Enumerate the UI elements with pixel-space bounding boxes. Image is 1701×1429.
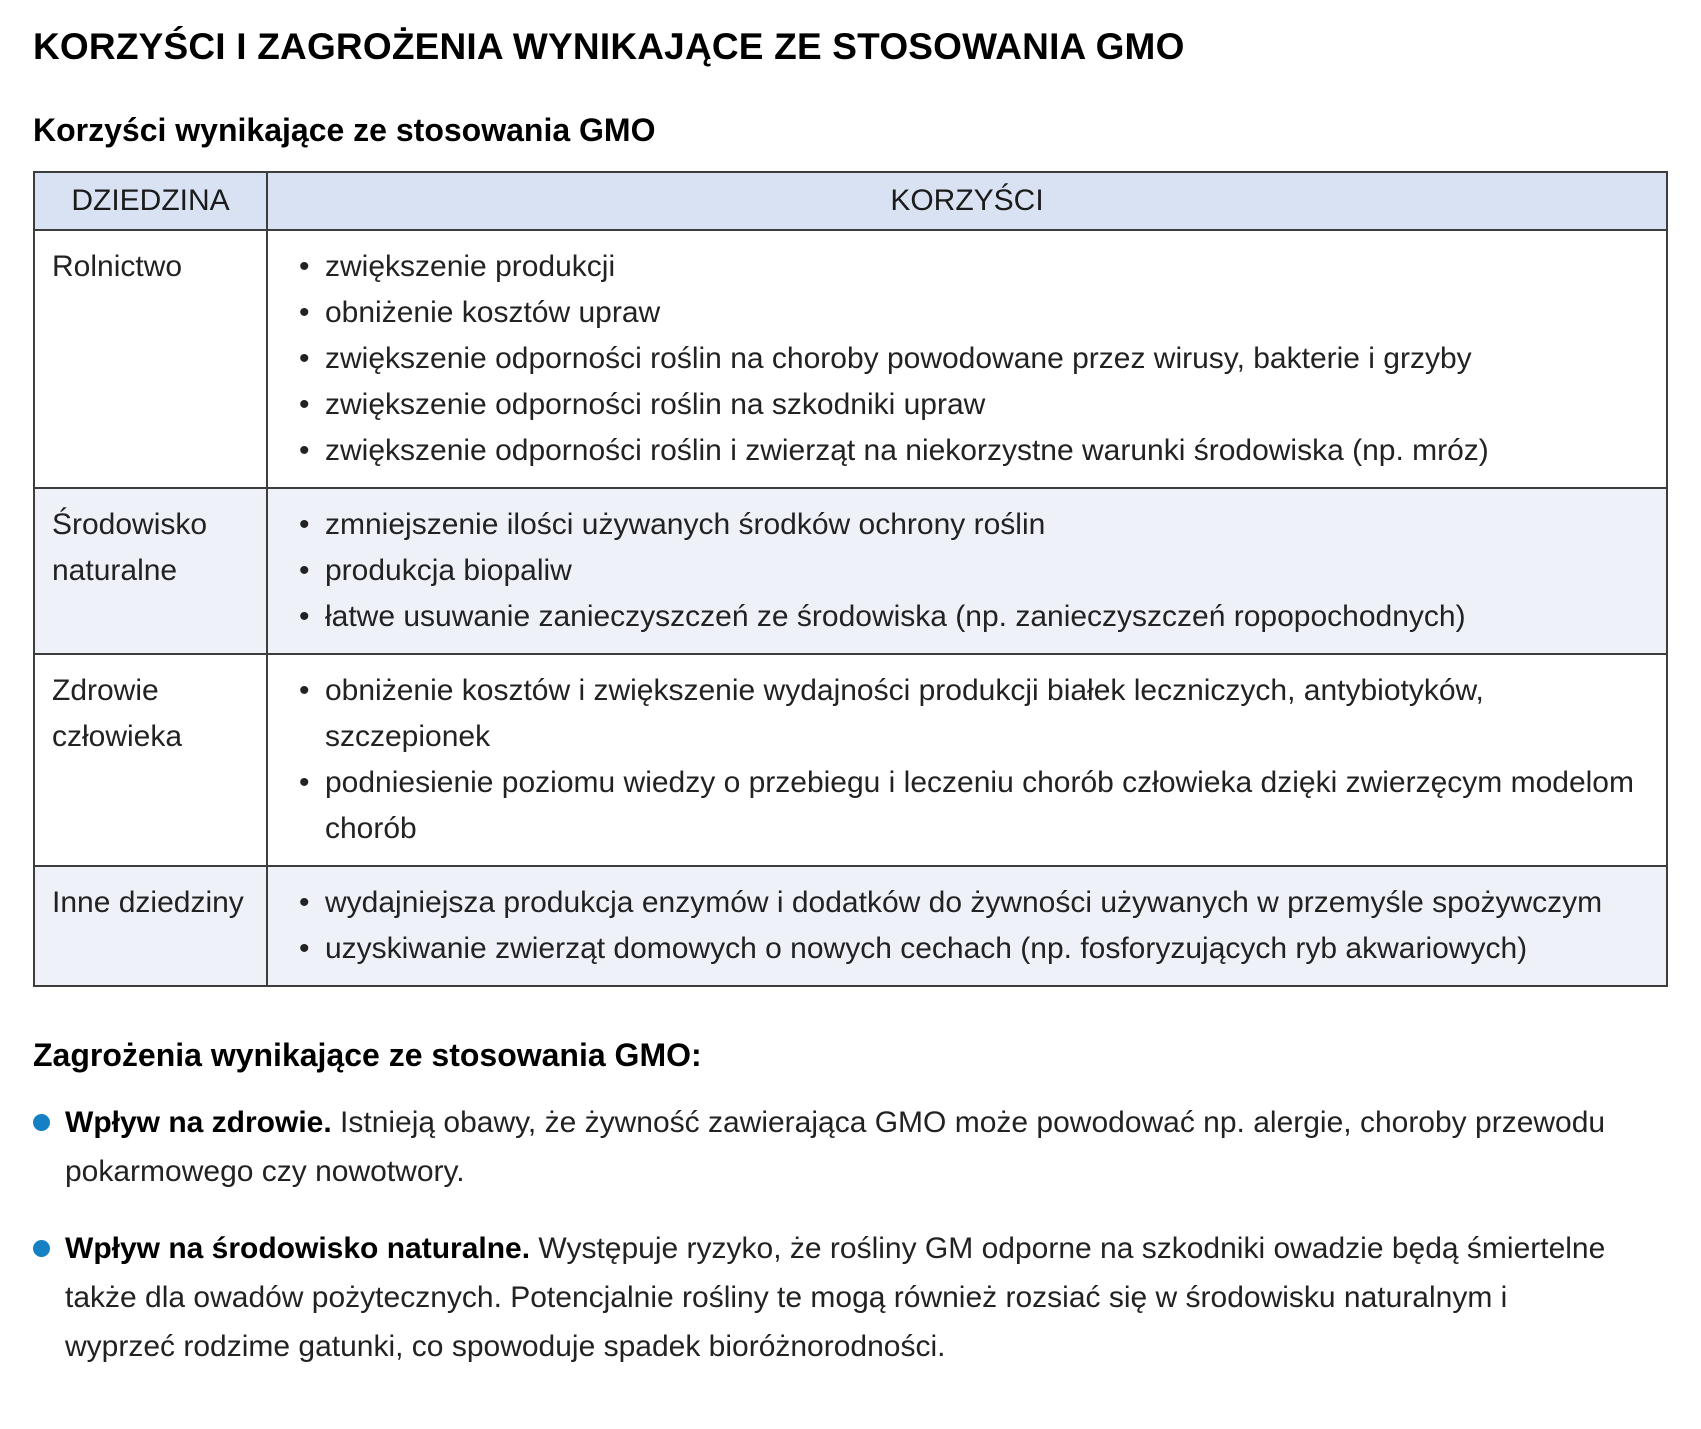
blue-bullet-icon (33, 1114, 50, 1131)
table-header-row (34, 172, 1667, 230)
benefits-table-body (34, 230, 1667, 986)
risk-text: Wpływ na środowisko naturalne. Występuje ryzyko, że rośliny GM odporne na szkodniki owadzie będą śmiertelne także dla owadów pożytecznych. Potencjalnie rośliny te mogą również rozsiać się w środowisku naturalnym i wyprzeć rodzime gatunki, co spowoduje spadek bioróżnorodności. (65, 1232, 1606, 1363)
blue-bullet-icon (33, 1240, 50, 1257)
risk-text: Wpływ na zdrowie. Istnieją obawy, że żywność zawierająca GMO może powodować np. alergie, choroby przewodu pokarmowego czy nowotwory. (65, 1106, 1606, 1188)
benefit-item: • zwiększenie odporności roślin na szkodniki upraw (294, 382, 1652, 428)
benefits-table (33, 171, 1668, 987)
benefit-item: • zwiększenie produkcji (294, 244, 1652, 290)
benefit-item: • uzyskiwanie zwierząt domowych o nowych cechach (np. fosforyzujących ryb akwariowych) (294, 926, 1652, 972)
domain-cell: Inne dziedziny (34, 866, 267, 986)
benefits-cell (267, 230, 1667, 488)
benefit-item: • zwiększenie odporności roślin na choroby powodowane przez wirusy, bakterie i grzyby (294, 336, 1652, 382)
page-title: KORZYŚCI I ZAGROŻENIA WYNIKAJĄCE ZE STOSOWANIA GMO (33, 26, 1185, 67)
benefit-item: • obniżenie kosztów i zwiększenie wydajności produkcji białek leczniczych, antybiotyków, szczepionek (294, 668, 1652, 760)
risk-item (33, 1224, 1668, 1371)
benefit-item: • zmniejszenie ilości używanych środków ochrony roślin (294, 502, 1652, 548)
benefit-item: • produkcja biopaliw (294, 548, 1652, 594)
benefit-item: • zwiększenie odporności roślin i zwierząt na niekorzystne warunki środowiska (np. mróz) (294, 428, 1652, 474)
domain-cell: Zdrowie człowieka (34, 654, 267, 866)
header-cell-korzysci: KORZYŚCI (267, 172, 1667, 230)
benefits-heading: Korzyści wynikające ze stosowania GMO (33, 112, 656, 148)
header-cell-dziedzina: DZIEDZINA (34, 172, 267, 230)
risks-list (33, 1098, 1668, 1371)
table-row (34, 866, 1667, 986)
domain-cell: Rolnictwo (34, 230, 267, 488)
risk-lead: Wpływ na zdrowie. (65, 1106, 332, 1139)
table-row (34, 488, 1667, 654)
benefit-item: • obniżenie kosztów upraw (294, 290, 1652, 336)
benefits-table-head (34, 172, 1667, 230)
benefit-item: • podniesienie poziomu wiedzy o przebiegu i leczeniu chorób człowieka dzięki zwierzęcym modelom chorób (294, 760, 1652, 852)
benefits-cell (267, 488, 1667, 654)
risks-heading: Zagrożenia wynikające ze stosowania GMO: (33, 1037, 702, 1073)
table-row (34, 654, 1667, 866)
benefit-item: • wydajniejsza produkcja enzymów i dodatków do żywności używanych w przemyśle spożywczym (294, 880, 1652, 926)
table-row (34, 230, 1667, 488)
risk-lead: Wpływ na środowisko naturalne. (65, 1232, 531, 1265)
domain-cell: Środowisko naturalne (34, 488, 267, 654)
benefits-cell (267, 866, 1667, 986)
benefits-cell (267, 654, 1667, 866)
benefit-item: • łatwe usuwanie zanieczyszczeń ze środowiska (np. zanieczyszczeń ropopochodnych) (294, 594, 1652, 640)
risk-item (33, 1098, 1668, 1196)
